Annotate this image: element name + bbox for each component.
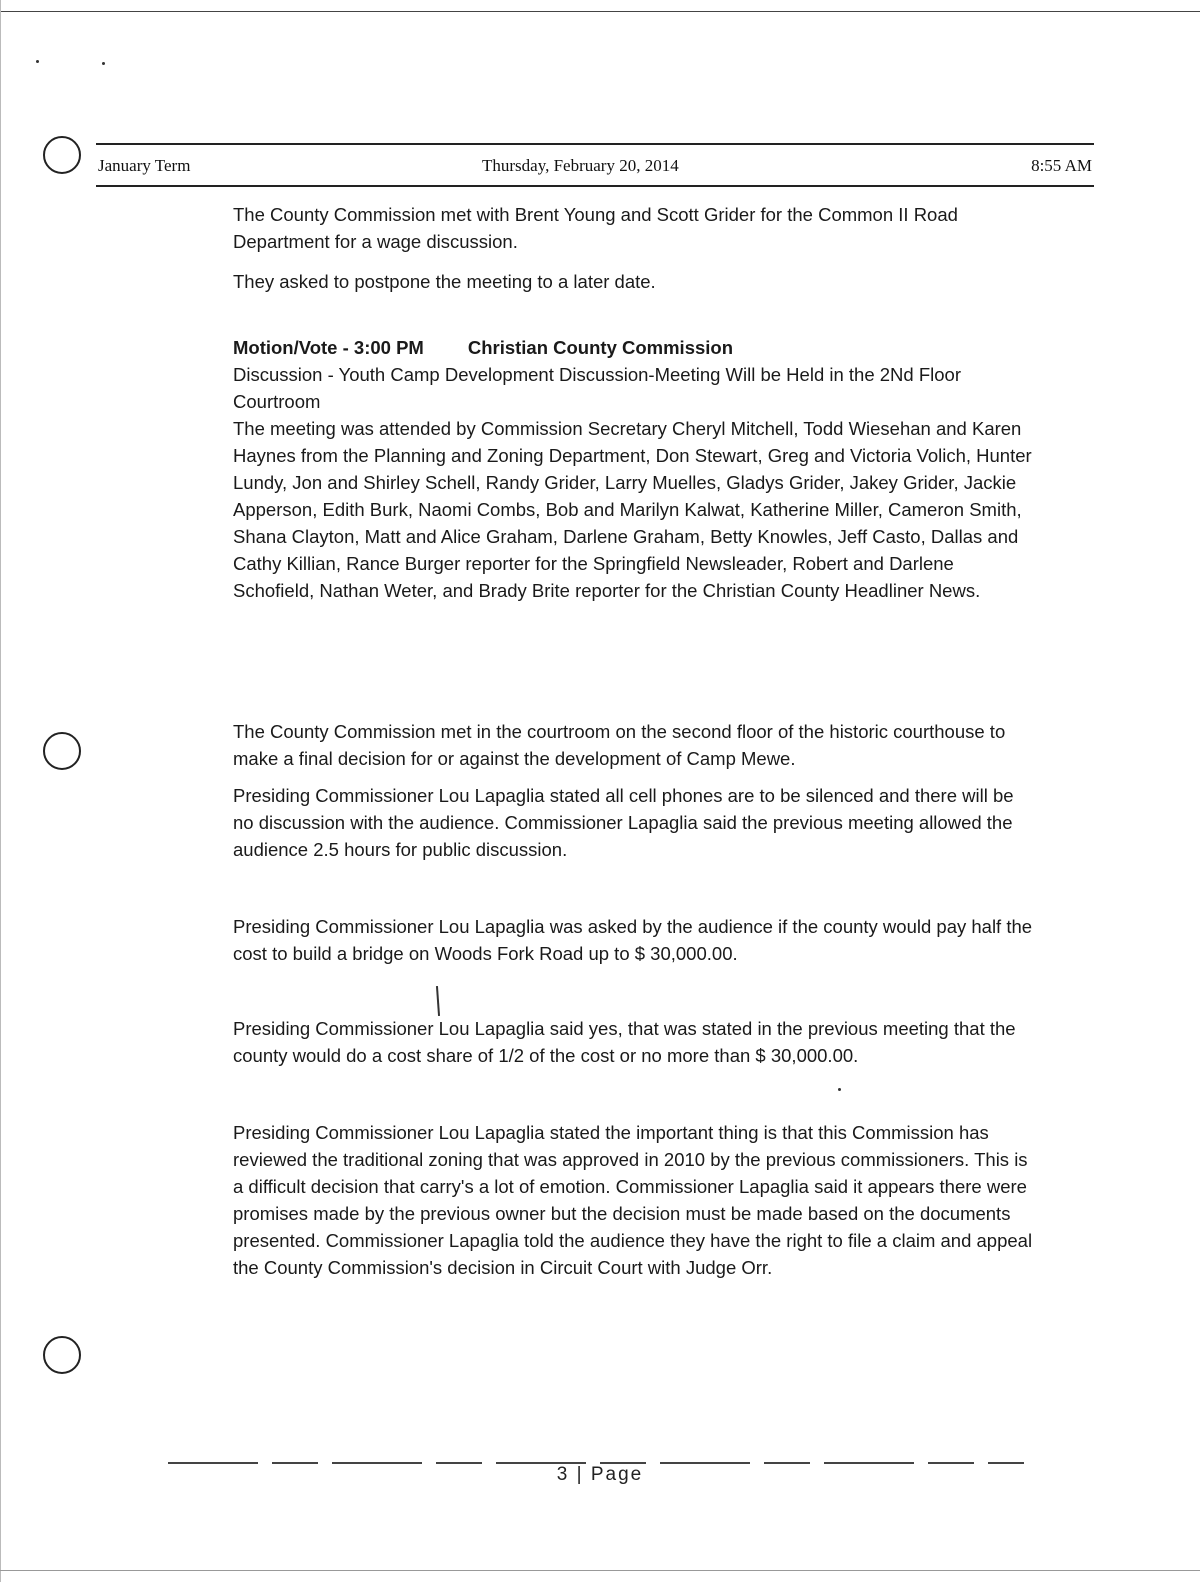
header-time: 8:55 AM: [1031, 156, 1092, 175]
paragraph-text: Presiding Commissioner Lou Lapaglia stated the important thing is that this Commission has reviewed the traditional zoning that was approved in 2010 by the previous commissioners. This is a difficult decision that carry's a lot of emotion. Commissioner Lapaglia said it appears there were promises made by the previous owner but the decision must be made based on the documents presented. Commissioner Lapaglia told the audience they have the right to file a claim and appeal the County Commission's decision in Circuit Court with Judge Orr.: [233, 1122, 1033, 1278]
scan-edge-left: [0, 0, 1, 1582]
header-rule-bottom: [96, 185, 1094, 187]
paragraph-text: The County Commission met with Brent Young and Scott Grider for the Common II Road Department for a wage discussion.: [233, 204, 958, 252]
cell-phones-paragraph: [233, 782, 1033, 863]
scan-speck: [102, 62, 105, 65]
scan-speck: [36, 60, 39, 63]
zoning-decision-paragraph: [233, 1119, 1033, 1281]
cost-share-paragraph: [233, 1015, 1033, 1069]
page-number: 3 | Page: [556, 1464, 644, 1485]
paragraph-text: The County Commission met in the courtroom on the second floor of the historic courthouse to make a final decision for or against the development of Camp Mewe.: [233, 721, 1006, 769]
paragraph-text: Presiding Commissioner Lou Lapaglia was asked by the audience if the county would pay half the cost to build a bridge on Woods Fork Road up to $ 30,000.00.: [233, 916, 1033, 964]
paragraph-text: They asked to postpone the meeting to a later date.: [233, 271, 656, 292]
punch-hole-icon: [43, 1336, 81, 1374]
scan-edge-bottom: [0, 1570, 1200, 1571]
motion-heading: [233, 334, 1033, 361]
scan-speck: [838, 1088, 841, 1091]
paragraph-text: Presiding Commissioner Lou Lapaglia stated all cell phones are to be silenced and there will be no discussion with the audience. Commissioner Lapaglia said the previous meeting allowed the audience 2.5 hours for public discussion.: [233, 785, 1014, 860]
courtroom-paragraph: [233, 718, 1033, 772]
wage-discussion-paragraph: [233, 201, 1033, 255]
scan-edge-top: [0, 11, 1200, 12]
punch-hole-icon: [43, 732, 81, 770]
paragraph-text: Presiding Commissioner Lou Lapaglia said yes, that was stated in the previous meeting that the county would do a cost share of 1/2 of the cost or no more than $ 30,000.00.: [233, 1018, 1016, 1066]
paragraph-text: Discussion - Youth Camp Development Discussion-Meeting Will be Held in the 2Nd Floor Courtroom: [233, 364, 961, 412]
paragraph-text: The meeting was attended by Commission Secretary Cheryl Mitchell, Todd Wiesehan and Karen Haynes from the Planning and Zoning Department, Don Stewart, Greg and Victoria Volich, Hunter Lundy, Jon and Shirley Schell, Randy Grider, Larry Muelles, Gladys Grider, Jakey Grider, Jackie Apperson, Edith Burk, Naomi Combs, Bob and Marilyn Kalwat, Katherine Miller, Cameron Smith, Shana Clayton, Matt and Alice Graham, Darlene Graham, Betty Knowles, Jeff Casto, Dallas and Cathy Killian, Rance Burger reporter for the Springfield Newsleader, Robert and Darlene Schofield, Nathan Weter, and Brady Brite reporter for the Christian County Headliner News.: [233, 418, 1032, 601]
header-term: January Term: [98, 156, 191, 175]
motion-label: Motion/Vote - 3:00 PM: [233, 337, 424, 358]
header-date: Thursday, February 20, 2014: [482, 156, 679, 175]
discussion-line: [233, 361, 1033, 415]
attendance-paragraph: [233, 415, 1033, 604]
bridge-question-paragraph: [233, 913, 1033, 967]
ink-mark: [436, 986, 440, 1016]
motion-body: Christian County Commission: [467, 337, 734, 358]
punch-hole-icon: [43, 136, 81, 174]
postpone-paragraph: [233, 268, 1033, 295]
header-rule-top: [96, 143, 1094, 145]
